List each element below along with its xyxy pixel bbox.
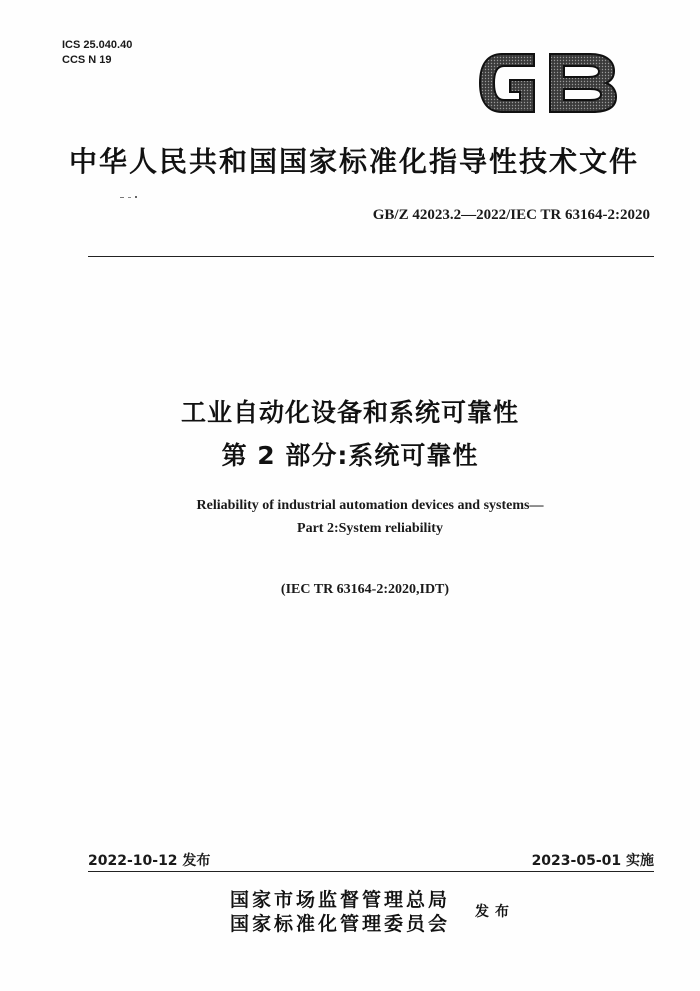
- equivalence-statement: (IEC TR 63164-2:2020,IDT): [280, 582, 450, 597]
- publish-label: 发布: [475, 904, 515, 920]
- ics-code: ICS 25.040.40: [62, 39, 133, 51]
- header-divider: [88, 256, 654, 257]
- ccs-code: CCS N 19: [62, 54, 112, 66]
- title-chinese-line-2: 第 2 部分:系统可靠性: [221, 441, 479, 470]
- publisher-line-2: 国家标准化管理委员会: [230, 913, 451, 935]
- title-english-line-2: Part 2:System reliability: [297, 521, 443, 536]
- document-type-heading: 中华人民共和国国家标准化指导性技术文件: [68, 145, 639, 178]
- implementation-date: 2023-05-01 实施: [531, 853, 654, 869]
- classification-codes: [62, 38, 132, 68]
- issue-date: 2022-10-12 发布: [88, 853, 211, 869]
- footer-divider: [88, 871, 654, 872]
- scan-speck: [120, 196, 142, 199]
- gb-logo: [472, 44, 622, 122]
- publisher-line-1: 国家市场监督管理总局: [230, 889, 451, 911]
- publishers-block: [230, 888, 450, 936]
- standard-number: GB/Z 42023.2—2022/IEC TR 63164-2:2020: [372, 207, 650, 223]
- title-chinese-line-1: 工业自动化设备和系统可靠性: [180, 398, 519, 427]
- title-english-line-1: Reliability of industrial automation devices and systems—: [196, 498, 544, 513]
